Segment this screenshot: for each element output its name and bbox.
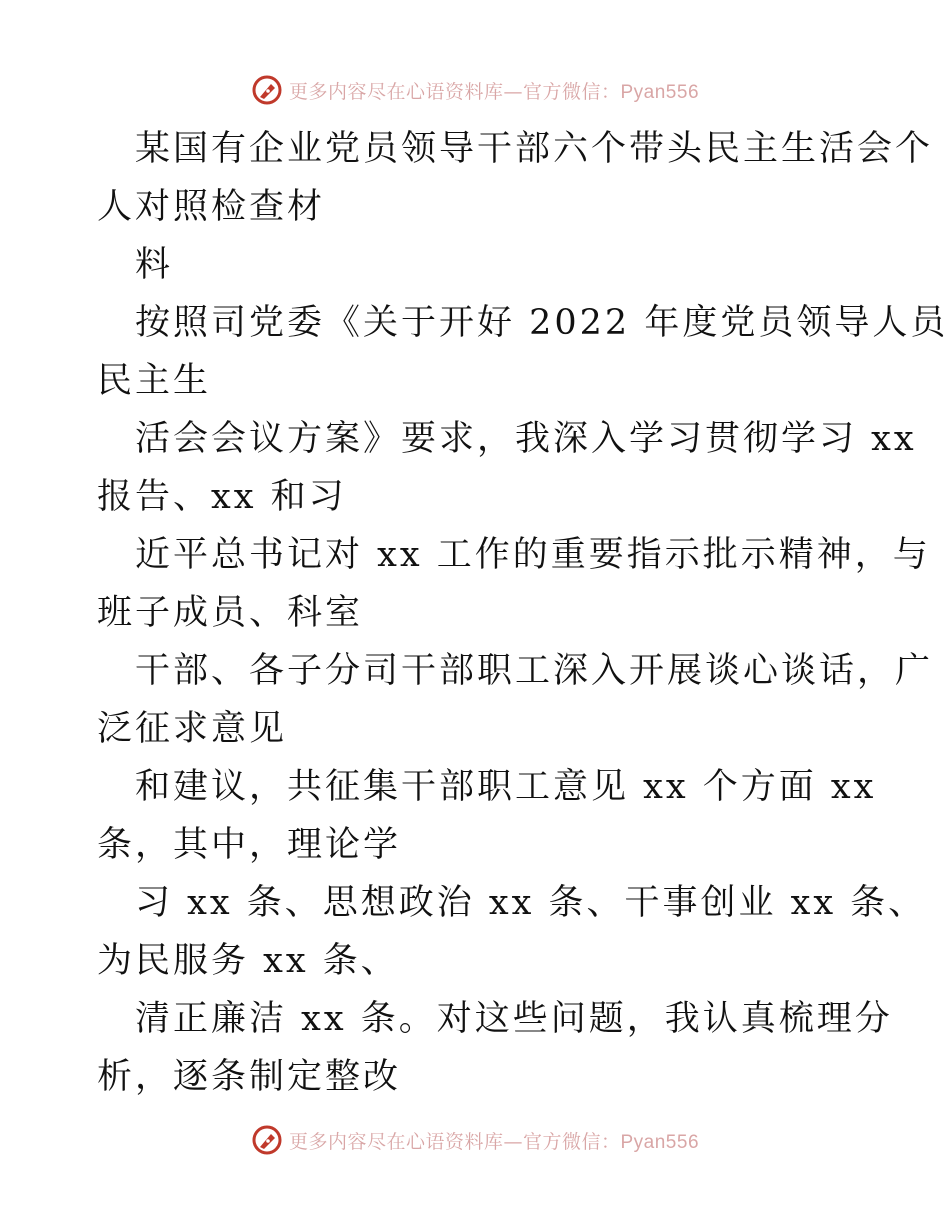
text-line: 料 xyxy=(135,245,174,285)
text-line: 活会会议方案》要求，我深入学习贯彻学习 xx xyxy=(135,419,917,459)
pen-nib-logo-icon xyxy=(251,1124,283,1156)
text-line: 报告、xx 和习 xyxy=(97,477,347,517)
footer-banner xyxy=(0,1120,950,1160)
text-line: 析，逐条制定整改 xyxy=(97,1057,402,1097)
text-line: 干部、各子分司干部职工深入开展谈心谈话，广 xyxy=(135,651,934,691)
text-line: 习 xx 条、思想政治 xx 条、干事创业 xx 条、 xyxy=(135,883,927,923)
header-banner xyxy=(0,70,950,110)
header-banner-text: 更多内容尽在心语资料库—官方微信：Pyan556 xyxy=(288,80,700,103)
header-wechat-id: Pyan556 xyxy=(620,81,700,103)
text-line: 班子成员、科室 xyxy=(97,593,364,633)
pen-nib-logo-icon xyxy=(251,74,283,106)
text-line: 某国有企业党员领导干部六个带头民主生活会个 xyxy=(135,129,934,169)
text-line: 按照司党委《关于开好 2022 年度党员领导人员 xyxy=(135,303,949,343)
footer-wechat-id: Pyan556 xyxy=(620,1131,700,1153)
text-line: 民主生 xyxy=(97,361,212,401)
text-line: 清正廉洁 xx 条。对这些问题，我认真梳理分 xyxy=(135,999,893,1039)
text-line: 为民服务 xx 条、 xyxy=(97,941,399,981)
text-line: 人对照检查材 xyxy=(97,187,326,227)
text-line: 和建议，共征集干部职工意见 xx 个方面 xx xyxy=(135,767,877,807)
text-line: 泛征求意见 xyxy=(97,709,288,749)
text-line: 近平总书记对 xx 工作的重要指示批示精神，与 xyxy=(135,535,931,575)
document-body xyxy=(97,120,949,1106)
footer-banner-text: 更多内容尽在心语资料库—官方微信：Pyan556 xyxy=(288,1130,700,1153)
text-line: 条，其中，理论学 xyxy=(97,825,402,865)
